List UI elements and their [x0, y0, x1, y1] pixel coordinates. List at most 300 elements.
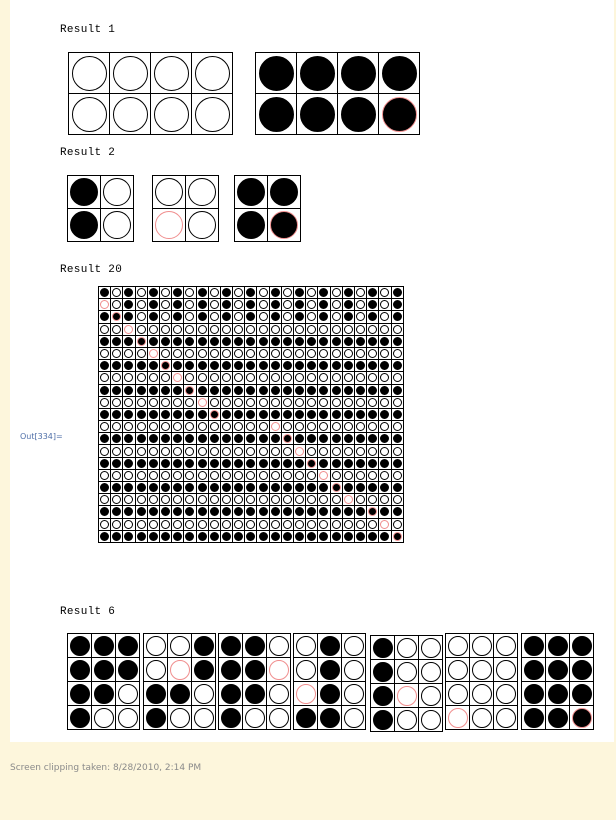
- white-disc-icon: [380, 288, 389, 297]
- grid-cell: [343, 470, 354, 481]
- white-disc-icon: [344, 471, 353, 480]
- grid-cell: [111, 372, 122, 383]
- black-disc-icon: [100, 386, 109, 395]
- grid-cell: [306, 287, 317, 298]
- grid-cell: [355, 311, 366, 322]
- grid-cell: [233, 494, 244, 505]
- black-disc-icon: [295, 300, 304, 309]
- white-disc-icon: [170, 708, 190, 728]
- grid-cell: [160, 519, 171, 530]
- grid-cell: [68, 682, 91, 705]
- white-disc-icon: [332, 288, 341, 297]
- grid-cell: [136, 372, 147, 383]
- grid-cell: [184, 482, 195, 493]
- grid-cell: [570, 682, 593, 705]
- white-disc-icon: [380, 495, 389, 504]
- grid-cell: [111, 409, 122, 420]
- grid-cell: [342, 706, 365, 729]
- grid-cell: [160, 287, 171, 298]
- grid-cell: [111, 299, 122, 310]
- white-disc-icon: [173, 422, 182, 431]
- white-disc-icon: [137, 520, 146, 529]
- white-disc-icon: [112, 300, 121, 309]
- grid-cell: [197, 421, 208, 432]
- grid-cell: [209, 299, 220, 310]
- grid-cell: [282, 482, 293, 493]
- grid-cell: [367, 287, 378, 298]
- white-disc-icon: [472, 684, 492, 704]
- grid-cell: [257, 506, 268, 517]
- grid-cell: [233, 372, 244, 383]
- white-disc-icon: [161, 288, 170, 297]
- grid-cell: [270, 494, 281, 505]
- grid-cell: [197, 397, 208, 408]
- grid-cell: [68, 209, 100, 241]
- black-disc-icon: [94, 636, 114, 656]
- grid-cell: [123, 519, 134, 530]
- white-disc-icon: [295, 520, 304, 529]
- grid-cell: [331, 360, 342, 371]
- grid-cell: [184, 397, 195, 408]
- black-disc-icon: [259, 532, 268, 541]
- grid-cell: [294, 494, 305, 505]
- white-disc-icon: [368, 495, 377, 504]
- grid-cell: [245, 445, 256, 456]
- result-6-grid-6: [445, 633, 518, 730]
- black-disc-icon: [198, 532, 207, 541]
- grid-cell: [294, 458, 305, 469]
- black-disc-icon: [234, 410, 243, 419]
- white-disc-icon: [356, 300, 365, 309]
- grid-cell: [294, 397, 305, 408]
- black-disc-icon: [185, 337, 194, 346]
- grid-cell: [221, 519, 232, 530]
- grid-cell: [470, 706, 493, 729]
- white-disc-icon: [393, 495, 402, 504]
- black-disc-icon: [198, 312, 207, 321]
- grid-cell: [379, 397, 390, 408]
- black-disc-icon: [100, 312, 109, 321]
- white-disc-icon: [100, 398, 109, 407]
- grid-cell: [355, 519, 366, 530]
- white-disc-icon: [118, 708, 138, 728]
- black-disc-icon: [222, 300, 231, 309]
- grid-cell: [343, 287, 354, 298]
- black-disc-icon: [246, 386, 255, 395]
- grid-cell: [184, 336, 195, 347]
- black-disc-icon: [198, 386, 207, 395]
- black-disc-icon: [319, 532, 328, 541]
- grid-cell: [160, 348, 171, 359]
- black-disc-icon: [393, 434, 402, 443]
- grid-cell: [221, 506, 232, 517]
- black-disc-icon: [368, 459, 377, 468]
- grid-cell: [294, 409, 305, 420]
- black-disc-icon: [283, 483, 292, 492]
- result-1-grid-2: [255, 52, 420, 135]
- black-disc-icon: [146, 708, 166, 728]
- white-disc-icon: [259, 349, 268, 358]
- grid-cell: [522, 658, 545, 681]
- grid-cell: [367, 506, 378, 517]
- black-disc-icon: [344, 288, 353, 297]
- grid-cell: [331, 470, 342, 481]
- black-disc-icon: [161, 337, 170, 346]
- grid-cell: [331, 445, 342, 456]
- grid-cell: [282, 372, 293, 383]
- white-disc-icon: [149, 495, 158, 504]
- white-disc-icon: [368, 422, 377, 431]
- grid-cell: [111, 519, 122, 530]
- grid-cell: [282, 421, 293, 432]
- grid-cell: [192, 658, 215, 681]
- white-disc-icon: [112, 288, 121, 297]
- white-disc-icon: [283, 325, 292, 334]
- grid-cell: [101, 176, 133, 208]
- black-disc-icon: [100, 361, 109, 370]
- grid-cell: [367, 482, 378, 493]
- white-disc-icon: [246, 447, 255, 456]
- result-1-grid-1: [68, 52, 233, 135]
- grid-cell: [136, 385, 147, 396]
- white-disc-icon: [246, 349, 255, 358]
- white-disc-icon: [234, 398, 243, 407]
- black-disc-icon: [234, 459, 243, 468]
- black-disc-icon: [234, 386, 243, 395]
- black-disc-icon: [234, 532, 243, 541]
- grid-cell: [192, 53, 232, 93]
- grid-cell: [99, 421, 110, 432]
- highlighted-white-disc-icon: [124, 325, 133, 334]
- black-disc-icon: [320, 708, 340, 728]
- black-disc-icon: [307, 410, 316, 419]
- grid-cell: [221, 287, 232, 298]
- white-disc-icon: [393, 422, 402, 431]
- white-disc-icon: [380, 471, 389, 480]
- black-disc-icon: [70, 660, 90, 680]
- highlighted-white-disc-icon: [397, 686, 417, 706]
- grid-cell: [197, 506, 208, 517]
- black-disc-icon: [222, 532, 231, 541]
- black-disc-icon: [173, 434, 182, 443]
- grid-cell: [151, 53, 191, 93]
- highlighted-white-disc-icon: [170, 660, 190, 680]
- grid-cell: [379, 53, 419, 93]
- white-disc-icon: [246, 325, 255, 334]
- grid-cell: [197, 311, 208, 322]
- black-disc-icon: [295, 459, 304, 468]
- white-disc-icon: [137, 288, 146, 297]
- grid-cell: [331, 421, 342, 432]
- grid-cell: [331, 433, 342, 444]
- white-disc-icon: [307, 300, 316, 309]
- grid-cell: [184, 458, 195, 469]
- grid-cell: [123, 336, 134, 347]
- grid-cell: [172, 494, 183, 505]
- grid-cell: [123, 506, 134, 517]
- white-disc-icon: [124, 373, 133, 382]
- grid-cell: [267, 682, 290, 705]
- grid-cell: [221, 372, 232, 383]
- white-disc-icon: [332, 398, 341, 407]
- black-disc-icon: [70, 708, 90, 728]
- white-disc-icon: [344, 660, 364, 680]
- black-disc-icon: [246, 507, 255, 516]
- grid-cell: [294, 531, 305, 542]
- white-disc-icon: [234, 471, 243, 480]
- grid-cell: [233, 445, 244, 456]
- black-disc-icon: [70, 684, 90, 704]
- white-disc-icon: [194, 684, 214, 704]
- grid-cell: [245, 519, 256, 530]
- white-disc-icon: [283, 495, 292, 504]
- grid-cell: [355, 470, 366, 481]
- black-disc-icon: [149, 459, 158, 468]
- grid-cell: [197, 482, 208, 493]
- white-disc-icon: [222, 398, 231, 407]
- black-disc-icon: [210, 459, 219, 468]
- black-disc-icon: [572, 684, 592, 704]
- grid-cell: [331, 458, 342, 469]
- highlighted-white-disc-icon: [269, 660, 289, 680]
- grid-cell: [99, 397, 110, 408]
- grid-cell: [257, 397, 268, 408]
- black-disc-icon: [259, 410, 268, 419]
- grid-cell: [257, 311, 268, 322]
- black-disc-icon: [319, 459, 328, 468]
- grid-cell: [392, 397, 403, 408]
- grid-cell: [92, 682, 115, 705]
- black-disc-icon: [368, 300, 377, 309]
- black-disc-icon: [356, 386, 365, 395]
- white-disc-icon: [259, 312, 268, 321]
- black-disc-icon: [344, 300, 353, 309]
- grid-cell: [270, 372, 281, 383]
- grid-cell: [270, 519, 281, 530]
- grid-cell: [379, 494, 390, 505]
- black-disc-icon: [221, 708, 241, 728]
- grid-cell: [494, 658, 517, 681]
- black-disc-icon: [161, 410, 170, 419]
- black-disc-icon: [246, 434, 255, 443]
- white-disc-icon: [344, 520, 353, 529]
- grid-cell: [197, 519, 208, 530]
- grid-cell: [367, 299, 378, 310]
- black-disc-icon: [137, 459, 146, 468]
- grid-cell: [221, 458, 232, 469]
- highlighted-white-disc-icon: [319, 471, 328, 480]
- grid-cell: [392, 360, 403, 371]
- white-disc-icon: [295, 325, 304, 334]
- black-disc-icon: [332, 459, 341, 468]
- white-disc-icon: [271, 520, 280, 529]
- grid-cell: [221, 421, 232, 432]
- grid-cell: [160, 360, 171, 371]
- grid-cell: [270, 470, 281, 481]
- white-disc-icon: [344, 708, 364, 728]
- black-disc-icon: [295, 312, 304, 321]
- black-disc-icon: [295, 288, 304, 297]
- black-disc-icon: [319, 288, 328, 297]
- white-disc-icon: [269, 636, 289, 656]
- grid-cell: [136, 409, 147, 420]
- black-disc-icon: [295, 410, 304, 419]
- black-disc-icon: [112, 507, 121, 516]
- black-disc-icon: [124, 532, 133, 541]
- white-disc-icon: [448, 684, 468, 704]
- grid-cell: [148, 482, 159, 493]
- grid-cell: [172, 372, 183, 383]
- grid-cell: [318, 360, 329, 371]
- grid-cell: [123, 409, 134, 420]
- highlighted-white-disc-icon: [344, 495, 353, 504]
- grid-cell: [257, 336, 268, 347]
- black-disc-icon: [246, 483, 255, 492]
- white-disc-icon: [332, 325, 341, 334]
- grid-cell: [148, 372, 159, 383]
- grid-cell: [355, 531, 366, 542]
- grid-cell: [306, 531, 317, 542]
- grid-cell: [343, 385, 354, 396]
- grid-cell: [342, 634, 365, 657]
- white-disc-icon: [195, 97, 230, 132]
- grid-cell: [318, 482, 329, 493]
- black-disc-icon: [234, 483, 243, 492]
- black-disc-icon: [295, 386, 304, 395]
- black-disc-icon: [149, 337, 158, 346]
- grid-cell: [209, 324, 220, 335]
- grid-cell: [111, 287, 122, 298]
- grid-cell: [367, 494, 378, 505]
- black-disc-icon: [173, 483, 182, 492]
- grid-cell: [257, 360, 268, 371]
- white-disc-icon: [154, 56, 189, 91]
- black-disc-icon: [194, 636, 214, 656]
- grid-cell: [160, 531, 171, 542]
- white-disc-icon: [246, 398, 255, 407]
- white-disc-icon: [210, 471, 219, 480]
- grid-cell: [546, 658, 569, 681]
- grid-cell: [270, 311, 281, 322]
- grid-cell: [221, 531, 232, 542]
- white-disc-icon: [246, 495, 255, 504]
- white-disc-icon: [234, 349, 243, 358]
- result-6-grid-1: [67, 633, 140, 730]
- black-disc-icon: [368, 483, 377, 492]
- grid-cell: [318, 397, 329, 408]
- grid-cell: [392, 506, 403, 517]
- highlighted-black-disc-icon: [210, 410, 219, 419]
- grid-cell: [160, 433, 171, 444]
- grid-cell: [546, 682, 569, 705]
- grid-cell: [148, 336, 159, 347]
- grid-cell: [233, 287, 244, 298]
- grid-cell: [160, 458, 171, 469]
- black-disc-icon: [524, 684, 544, 704]
- grid-cell: [136, 348, 147, 359]
- white-disc-icon: [112, 447, 121, 456]
- grid-cell: [392, 299, 403, 310]
- white-disc-icon: [295, 349, 304, 358]
- grid-cell: [256, 53, 296, 93]
- grid-cell: [233, 519, 244, 530]
- black-disc-icon: [296, 708, 316, 728]
- black-disc-icon: [307, 337, 316, 346]
- white-disc-icon: [421, 686, 441, 706]
- grid-cell: [355, 385, 366, 396]
- white-disc-icon: [344, 636, 364, 656]
- grid-cell: [123, 348, 134, 359]
- white-disc-icon: [185, 520, 194, 529]
- black-disc-icon: [368, 288, 377, 297]
- white-disc-icon: [307, 422, 316, 431]
- black-disc-icon: [124, 459, 133, 468]
- grid-cell: [123, 482, 134, 493]
- white-disc-icon: [161, 471, 170, 480]
- black-disc-icon: [320, 660, 340, 680]
- highlighted-black-disc-icon: [185, 386, 194, 395]
- grid-cell: [184, 311, 195, 322]
- white-disc-icon: [100, 422, 109, 431]
- black-disc-icon: [94, 660, 114, 680]
- grid-cell: [148, 531, 159, 542]
- white-disc-icon: [368, 373, 377, 382]
- black-disc-icon: [161, 434, 170, 443]
- white-disc-icon: [100, 447, 109, 456]
- grid-cell: [99, 311, 110, 322]
- grid-cell: [446, 706, 469, 729]
- black-disc-icon: [368, 410, 377, 419]
- black-disc-icon: [234, 507, 243, 516]
- grid-cell: [160, 470, 171, 481]
- grid-cell: [136, 531, 147, 542]
- white-disc-icon: [198, 447, 207, 456]
- grid-cell: [160, 372, 171, 383]
- grid-cell: [148, 519, 159, 530]
- screen-clipping-footer: Screen clipping taken: 8/28/2010, 2:14 PM: [10, 763, 202, 773]
- white-disc-icon: [368, 398, 377, 407]
- black-disc-icon: [548, 660, 568, 680]
- white-disc-icon: [149, 422, 158, 431]
- grid-cell: [379, 506, 390, 517]
- white-disc-icon: [259, 288, 268, 297]
- black-disc-icon: [137, 532, 146, 541]
- white-disc-icon: [137, 312, 146, 321]
- black-disc-icon: [380, 532, 389, 541]
- grid-cell: [197, 336, 208, 347]
- grid-cell: [494, 682, 517, 705]
- grid-cell: [192, 94, 232, 134]
- grid-cell: [470, 634, 493, 657]
- grid-cell: [379, 385, 390, 396]
- grid-cell: [331, 506, 342, 517]
- result-20-grid: [98, 286, 404, 543]
- black-disc-icon: [137, 386, 146, 395]
- white-disc-icon: [271, 373, 280, 382]
- white-disc-icon: [332, 495, 341, 504]
- grid-cell: [343, 336, 354, 347]
- grid-cell: [257, 531, 268, 542]
- grid-cell: [355, 433, 366, 444]
- grid-cell: [160, 445, 171, 456]
- white-disc-icon: [271, 398, 280, 407]
- grid-cell: [282, 348, 293, 359]
- grid-cell: [257, 287, 268, 298]
- black-disc-icon: [271, 434, 280, 443]
- black-disc-icon: [234, 337, 243, 346]
- grid-cell: [209, 287, 220, 298]
- grid-cell: [136, 482, 147, 493]
